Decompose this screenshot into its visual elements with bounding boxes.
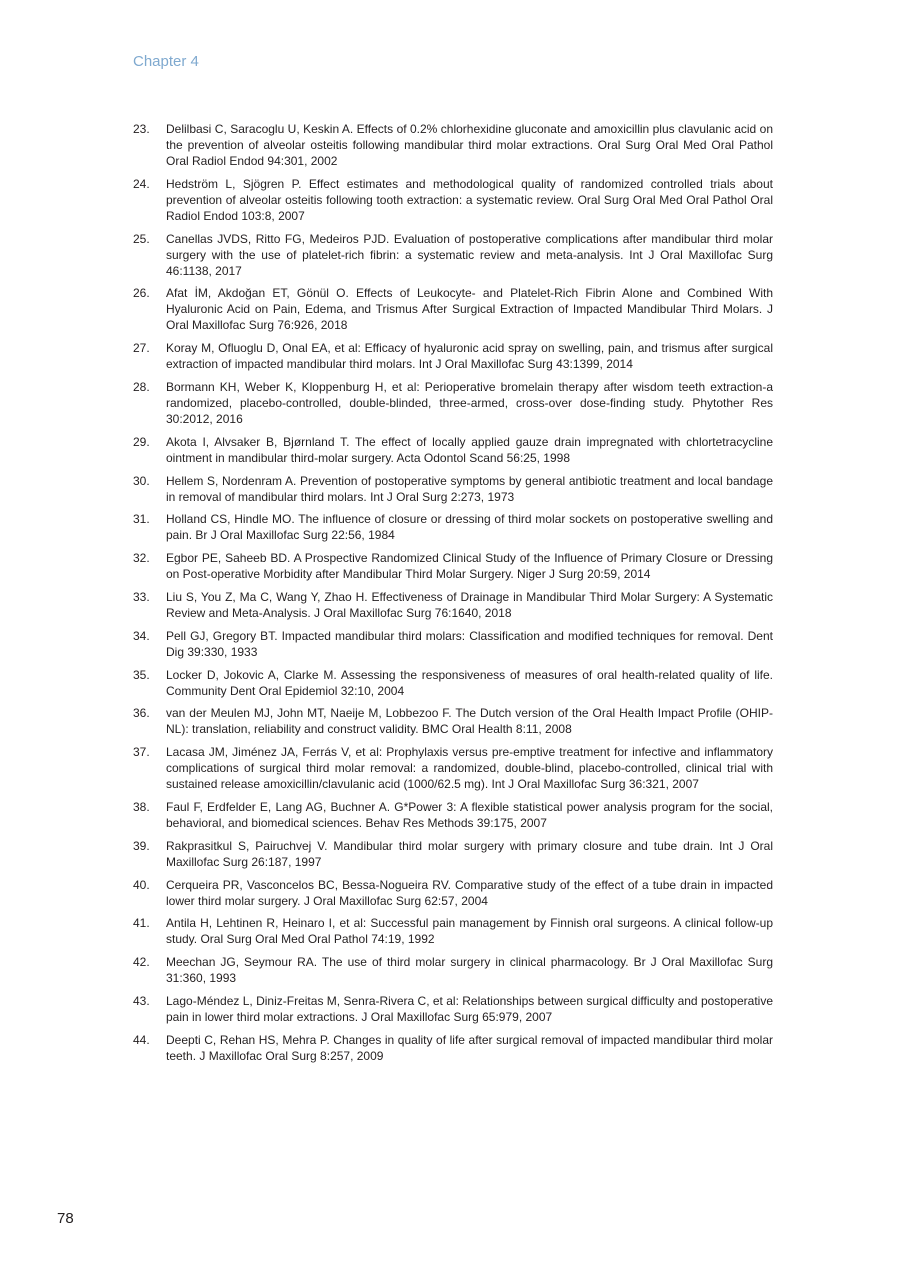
reference-item [133, 473, 773, 505]
reference-number: 38. [133, 799, 150, 814]
reference-text: Antila H, Lehtinen R, Heinaro I, et al: Successful pain management by Finnish oral surgeons. A clinical follow-up study. Oral Surg Oral Med Oral Pathol 74:19, 1992 [166, 916, 773, 947]
reference-item [133, 705, 773, 737]
reference-text: Canellas JVDS, Ritto FG, Medeiros PJD. Evaluation of postoperative complications after mandibular third molar surgery with the use of platelet-rich fibrin: a systematic review and meta-analysis. Int J Oral Maxillofac Surg 46:1138, 2017 [166, 231, 773, 278]
reference-number: 25. [133, 231, 150, 246]
reference-number: 43. [133, 993, 150, 1008]
reference-number: 27. [133, 341, 150, 356]
page-number: 78 [57, 1210, 74, 1227]
reference-item [133, 628, 773, 660]
reference-text: Lacasa JM, Jiménez JA, Ferrás V, et al: Prophylaxis versus pre-emptive treatment for infective and inflammatory complications of surgical third molar removal: a randomized, double-blind, placebo-controlled, clinical trial with sustained release amoxicillin/clavulanic acid (1000/62.5 mg). Int J Oral Maxillofac Surg 36:321, 2007 [166, 745, 773, 792]
reference-item [133, 176, 773, 224]
reference-text: Faul F, Erdfelder E, Lang AG, Buchner A. G*Power 3: A flexible statistical power analysis program for the social, behavioral, and biomedical sciences. Behav Res Methods 39:175, 2007 [166, 799, 773, 830]
reference-text: Afat İM, Akdoğan ET, Gönül O. Effects of Leukocyte- and Platelet-Rich Fibrin Alone and Combined With Hyaluronic Acid on Pain, Edema, and Trismus After Surgical Extraction of Impacted Mandibular Third Molars. J Oral Maxillofac Surg 76:926, 2018 [166, 286, 773, 333]
reference-number: 34. [133, 628, 150, 643]
reference-text: Deepti C, Rehan HS, Mehra P. Changes in quality of life after surgical removal of impacted mandibular third molar teeth. J Maxillofac Oral Surg 8:257, 2009 [166, 1032, 773, 1063]
reference-item [133, 511, 773, 543]
reference-text: Hellem S, Nordenram A. Prevention of postoperative symptoms by general antibiotic treatment and local bandage in removal of mandibular third molars. Int J Oral Surg 2:273, 1973 [166, 473, 773, 504]
reference-list [133, 121, 773, 1071]
reference-item [133, 838, 773, 870]
reference-item [133, 993, 773, 1025]
reference-number: 42. [133, 955, 150, 970]
reference-text: Rakprasitkul S, Pairuchvej V. Mandibular third molar surgery with primary closure and tube drain. Int J Oral Maxillofac Surg 26:187, 1997 [166, 838, 773, 869]
reference-item [133, 1032, 773, 1064]
reference-item [133, 667, 773, 699]
reference-number: 41. [133, 916, 150, 931]
reference-text: Liu S, You Z, Ma C, Wang Y, Zhao H. Effectiveness of Drainage in Mandibular Third Molar Surgery: A Systematic Review and Meta-Analysis. J Oral Maxillofac Surg 76:1640, 2018 [166, 589, 773, 620]
reference-text: Bormann KH, Weber K, Kloppenburg H, et al: Perioperative bromelain therapy after wisdom teeth extraction-a randomized, placebo-controlled, double-blinded, three-armed, cross-over dose-finding study. Phytother Res 30:2012, 2016 [166, 379, 773, 426]
reference-text: Pell GJ, Gregory BT. Impacted mandibular third molars: Classification and modified techniques for removal. Dent Dig 39:330, 1933 [166, 628, 773, 659]
reference-text: Lago-Méndez L, Diniz-Freitas M, Senra-Rivera C, et al: Relationships between surgical difficulty and postoperative pain in lower third molar extractions. J Oral Maxillofac Surg 65:979, 2007 [166, 993, 773, 1024]
reference-item [133, 340, 773, 372]
reference-text: Locker D, Jokovic A, Clarke M. Assessing the responsiveness of measures of oral health-related quality of life. Community Dent Oral Epidemiol 32:10, 2004 [166, 667, 773, 698]
reference-item [133, 434, 773, 466]
reference-item [133, 589, 773, 621]
reference-number: 26. [133, 286, 150, 301]
reference-item [133, 285, 773, 333]
reference-text: Cerqueira PR, Vasconcelos BC, Bessa-Nogueira RV. Comparative study of the effect of a tube drain in impacted lower third molar surgery. J Oral Maxillofac Surg 62:57, 2004 [166, 877, 773, 908]
reference-text: Hedström L, Sjögren P. Effect estimates and methodological quality of randomized controlled trials about prevention of alveolar osteitis following tooth extraction: a systematic review. Oral Surg Oral Med Oral Pathol Oral Radiol Endod 103:8, 2007 [166, 176, 773, 223]
reference-number: 33. [133, 589, 150, 604]
reference-text: Delilbasi C, Saracoglu U, Keskin A. Effects of 0.2% chlorhexidine gluconate and amoxicillin plus clavulanic acid on the prevention of alveolar osteitis following mandibular third molar extractions. Oral Surg Oral Med Oral Pathol Oral Radiol Endod 94:301, 2002 [166, 122, 773, 168]
reference-number: 37. [133, 745, 150, 760]
reference-number: 24. [133, 176, 150, 191]
reference-item [133, 915, 773, 947]
reference-text: Koray M, Ofluoglu D, Onal EA, et al: Efficacy of hyaluronic acid spray on swelling, pain, and trismus after surgical extraction of impacted mandibular third molars. Int J Oral Maxillofac Surg 43:1399, 2014 [166, 341, 773, 372]
reference-number: 40. [133, 877, 150, 892]
reference-text: Akota I, Alvsaker B, Bjørnland T. The effect of locally applied gauze drain impregnated with chlortetracycline ointment in mandibular third-molar surgery. Acta Odontol Scand 56:25, 1998 [166, 434, 773, 465]
reference-number: 28. [133, 379, 150, 394]
chapter-header: Chapter 4 [133, 53, 199, 70]
reference-number: 44. [133, 1032, 150, 1047]
reference-text: Holland CS, Hindle MO. The influence of closure or dressing of third molar sockets on postoperative swelling and pain. Br J Oral Maxillofac Surg 22:56, 1984 [166, 512, 773, 543]
reference-item [133, 121, 773, 169]
reference-number: 39. [133, 838, 150, 853]
reference-text: van der Meulen MJ, John MT, Naeije M, Lobbezoo F. The Dutch version of the Oral Health Impact Profile (OHIP-NL): translation, reliability and construct validity. BMC Oral Health 8:11, 2008 [166, 706, 773, 737]
reference-text: Meechan JG, Seymour RA. The use of third molar surgery in clinical pharmacology. Br J Oral Maxillofac Surg 31:360, 1993 [166, 955, 773, 986]
reference-item [133, 550, 773, 582]
reference-item [133, 799, 773, 831]
reference-number: 23. [133, 122, 150, 136]
reference-number: 32. [133, 551, 150, 566]
reference-item [133, 379, 773, 427]
reference-number: 29. [133, 434, 150, 449]
reference-item [133, 877, 773, 909]
reference-item [133, 744, 773, 792]
reference-number: 31. [133, 512, 150, 527]
reference-item [133, 954, 773, 986]
reference-text: Egbor PE, Saheeb BD. A Prospective Randomized Clinical Study of the Influence of Primary Closure or Dressing on Post-operative Morbidity after Mandibular Third Molar Surgery. Niger J Surg 20:59, 2014 [166, 551, 773, 582]
reference-number: 30. [133, 473, 150, 488]
reference-number: 35. [133, 667, 150, 682]
reference-item [133, 231, 773, 279]
reference-number: 36. [133, 706, 150, 721]
